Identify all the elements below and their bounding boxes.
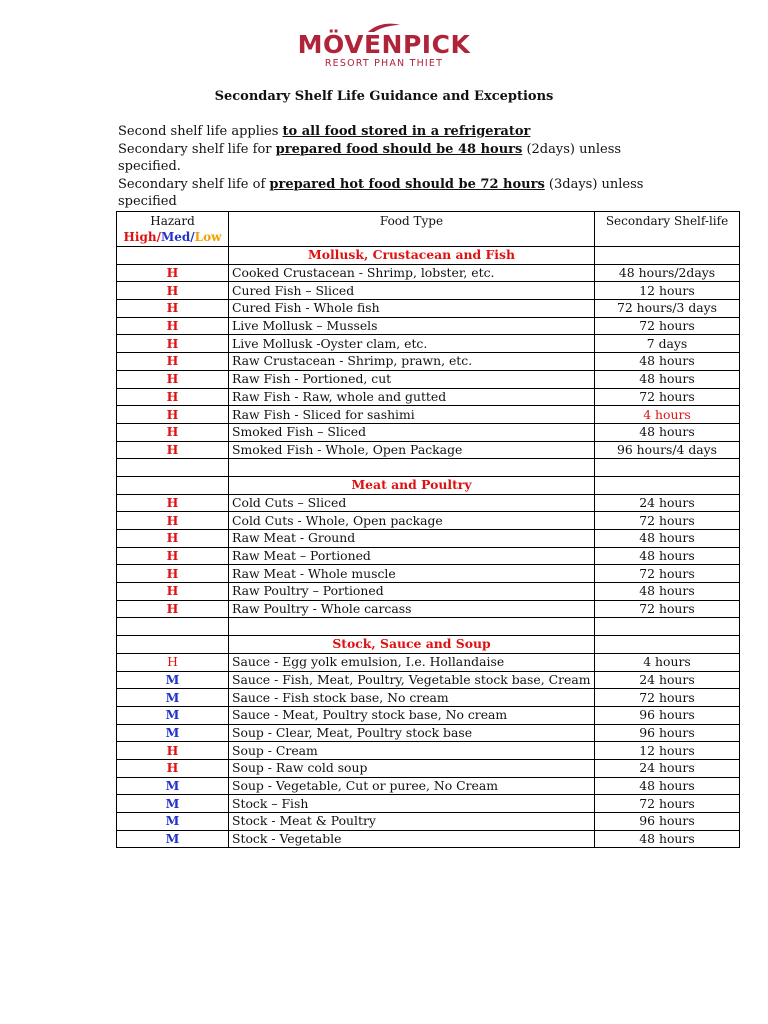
shelf-life: 96 hours [595,813,740,831]
table-row [117,671,740,689]
shelf-life: 72 hours [595,388,740,406]
food-type: Soup - Raw cold soup [229,759,595,777]
hazard-level: H [117,494,229,512]
hazard-level: H [117,742,229,760]
table-row [117,689,740,707]
hazard-level: H [117,300,229,318]
table-row [117,583,740,601]
hazard-level: H [117,388,229,406]
food-type: Sauce - Meat, Poultry stock base, No cream [229,706,595,724]
hotel-logo [0,22,768,70]
food-type: Raw Crustacean - Shrimp, prawn, etc. [229,353,595,371]
table-row [117,423,740,441]
shelf-life: 48 hours [595,583,740,601]
hazard-header: Hazard High/Med/Low [117,212,229,247]
table-row [117,282,740,300]
shelf-life: 48 hours [595,777,740,795]
hazard-level: M [117,795,229,813]
shelf-life: 24 hours [595,494,740,512]
food-type: Raw Fish - Sliced for sashimi [229,406,595,424]
empty-cell [117,459,229,477]
hazard-level: H [117,264,229,282]
table-row [117,441,740,459]
hazard-level: H [117,282,229,300]
food-type: Smoked Fish - Whole, Open Package [229,441,595,459]
shelf-life-header: Secondary Shelf-life [595,212,740,247]
table-row [117,370,740,388]
hazard-level: H [117,653,229,671]
empty-cell [117,636,229,654]
table-row [117,600,740,618]
table-row [117,512,740,530]
food-type: Cured Fish – Sliced [229,282,595,300]
hazard-level: M [117,706,229,724]
hazard-level: M [117,724,229,742]
table-row [117,565,740,583]
food-type: Raw Fish - Raw, whole and gutted [229,388,595,406]
empty-cell [117,476,229,494]
shelf-life: 7 days [595,335,740,353]
table-row [117,264,740,282]
hazard-key: High/Med/Low [123,230,222,244]
food-type: Raw Meat - Ground [229,530,595,548]
table-row [117,706,740,724]
empty-cell [595,247,740,265]
hazard-level: M [117,671,229,689]
section-row [117,636,740,654]
food-type: Raw Poultry – Portioned [229,583,595,601]
table-row [117,300,740,318]
food-type: Sauce - Egg yolk emulsion, I.e. Hollandaise [229,653,595,671]
shelf-life: 4 hours [595,653,740,671]
food-type-header: Food Type [229,212,595,247]
empty-cell [117,618,229,636]
shelf-life: 24 hours [595,759,740,777]
shelf-life: 12 hours [595,742,740,760]
food-type: Raw Poultry - Whole carcass [229,600,595,618]
food-type: Stock - Vegetable [229,830,595,848]
hazard-level: M [117,777,229,795]
hazard-level: H [117,441,229,459]
shelf-life-table [116,211,740,848]
empty-cell [595,459,740,477]
brand-subtitle: RESORT PHAN THIET [324,58,444,69]
shelf-life: 48 hours [595,530,740,548]
shelf-life: 72 hours/3 days [595,300,740,318]
shelf-life: 72 hours [595,795,740,813]
table-row [117,830,740,848]
hazard-level: M [117,813,229,831]
hazard-level: H [117,583,229,601]
section-title: Mollusk, Crustacean and Fish [229,247,595,265]
table-row [117,759,740,777]
empty-cell [117,247,229,265]
intro-line-3: Secondary shelf life of prepared hot food should be 72 hours (3days) unless specified [118,176,644,210]
food-type: Cold Cuts – Sliced [229,494,595,512]
hazard-level: H [117,565,229,583]
empty-cell [595,618,740,636]
shelf-life: 48 hours [595,353,740,371]
table-row [117,795,740,813]
table-row [117,353,740,371]
table-row [117,742,740,760]
shelf-life: 72 hours [595,317,740,335]
shelf-life: 72 hours [595,600,740,618]
food-type: Soup - Vegetable, Cut or puree, No Cream [229,777,595,795]
shelf-life: 48 hours/2days [595,264,740,282]
intro-line-1: Second shelf life applies to all food stored in a refrigerator [118,124,531,139]
table-row [117,653,740,671]
shelf-life: 72 hours [595,512,740,530]
food-type: Cold Cuts - Whole, Open package [229,512,595,530]
section-title: Meat and Poultry [229,476,595,494]
table-row [117,317,740,335]
food-type: Live Mollusk – Mussels [229,317,595,335]
food-type: Soup - Cream [229,742,595,760]
food-type: Cooked Crustacean - Shrimp, lobster, etc. [229,264,595,282]
blank-row [117,618,740,636]
hazard-level: H [117,759,229,777]
food-type: Raw Fish - Portioned, cut [229,370,595,388]
shelf-life: 4 hours [595,406,740,424]
document-title: Secondary Shelf Life Guidance and Exceptions [214,89,554,104]
table-row [117,388,740,406]
section-row [117,247,740,265]
table-row [117,777,740,795]
shelf-life: 48 hours [595,370,740,388]
food-type: Raw Meat – Portioned [229,547,595,565]
food-type: Sauce - Fish stock base, No cream [229,689,595,707]
empty-cell [595,476,740,494]
shelf-life: 12 hours [595,282,740,300]
shelf-life: 48 hours [595,830,740,848]
brand-name: MÖVENPICK [297,30,471,59]
table-row [117,494,740,512]
hazard-level: H [117,353,229,371]
table-row [117,724,740,742]
intro-paragraph [118,123,678,211]
hazard-level: H [117,530,229,548]
empty-cell [229,459,595,477]
shelf-life: 96 hours [595,724,740,742]
food-type: Sauce - Fish, Meat, Poultry, Vegetable stock base, Cream [229,671,595,689]
blank-row [117,459,740,477]
food-type: Cured Fish - Whole fish [229,300,595,318]
shelf-life: 96 hours/4 days [595,441,740,459]
table-row [117,406,740,424]
table-row [117,547,740,565]
hazard-level: H [117,406,229,424]
intro-line-2: Secondary shelf life for prepared food should be 48 hours (2days) unless specified. [118,141,622,175]
food-type: Smoked Fish – Sliced [229,423,595,441]
food-type: Raw Meat - Whole muscle [229,565,595,583]
shelf-life: 24 hours [595,671,740,689]
section-row [117,476,740,494]
hazard-level: H [117,600,229,618]
shelf-life: 96 hours [595,706,740,724]
shelf-life: 48 hours [595,423,740,441]
table-row [117,530,740,548]
shelf-life: 48 hours [595,547,740,565]
hazard-level: H [117,547,229,565]
table-row [117,813,740,831]
food-type: Stock - Meat & Poultry [229,813,595,831]
hazard-level: H [117,370,229,388]
hazard-level: M [117,830,229,848]
food-type: Stock – Fish [229,795,595,813]
table-header-row [117,212,740,247]
food-type: Soup - Clear, Meat, Poultry stock base [229,724,595,742]
hazard-level: M [117,689,229,707]
hazard-level: H [117,512,229,530]
food-type: Live Mollusk -Oyster clam, etc. [229,335,595,353]
shelf-life: 72 hours [595,689,740,707]
hazard-level: H [117,335,229,353]
hazard-level: H [117,317,229,335]
section-title: Stock, Sauce and Soup [229,636,595,654]
table-row [117,335,740,353]
empty-cell [595,636,740,654]
empty-cell [229,618,595,636]
hazard-level: H [117,423,229,441]
shelf-life: 72 hours [595,565,740,583]
